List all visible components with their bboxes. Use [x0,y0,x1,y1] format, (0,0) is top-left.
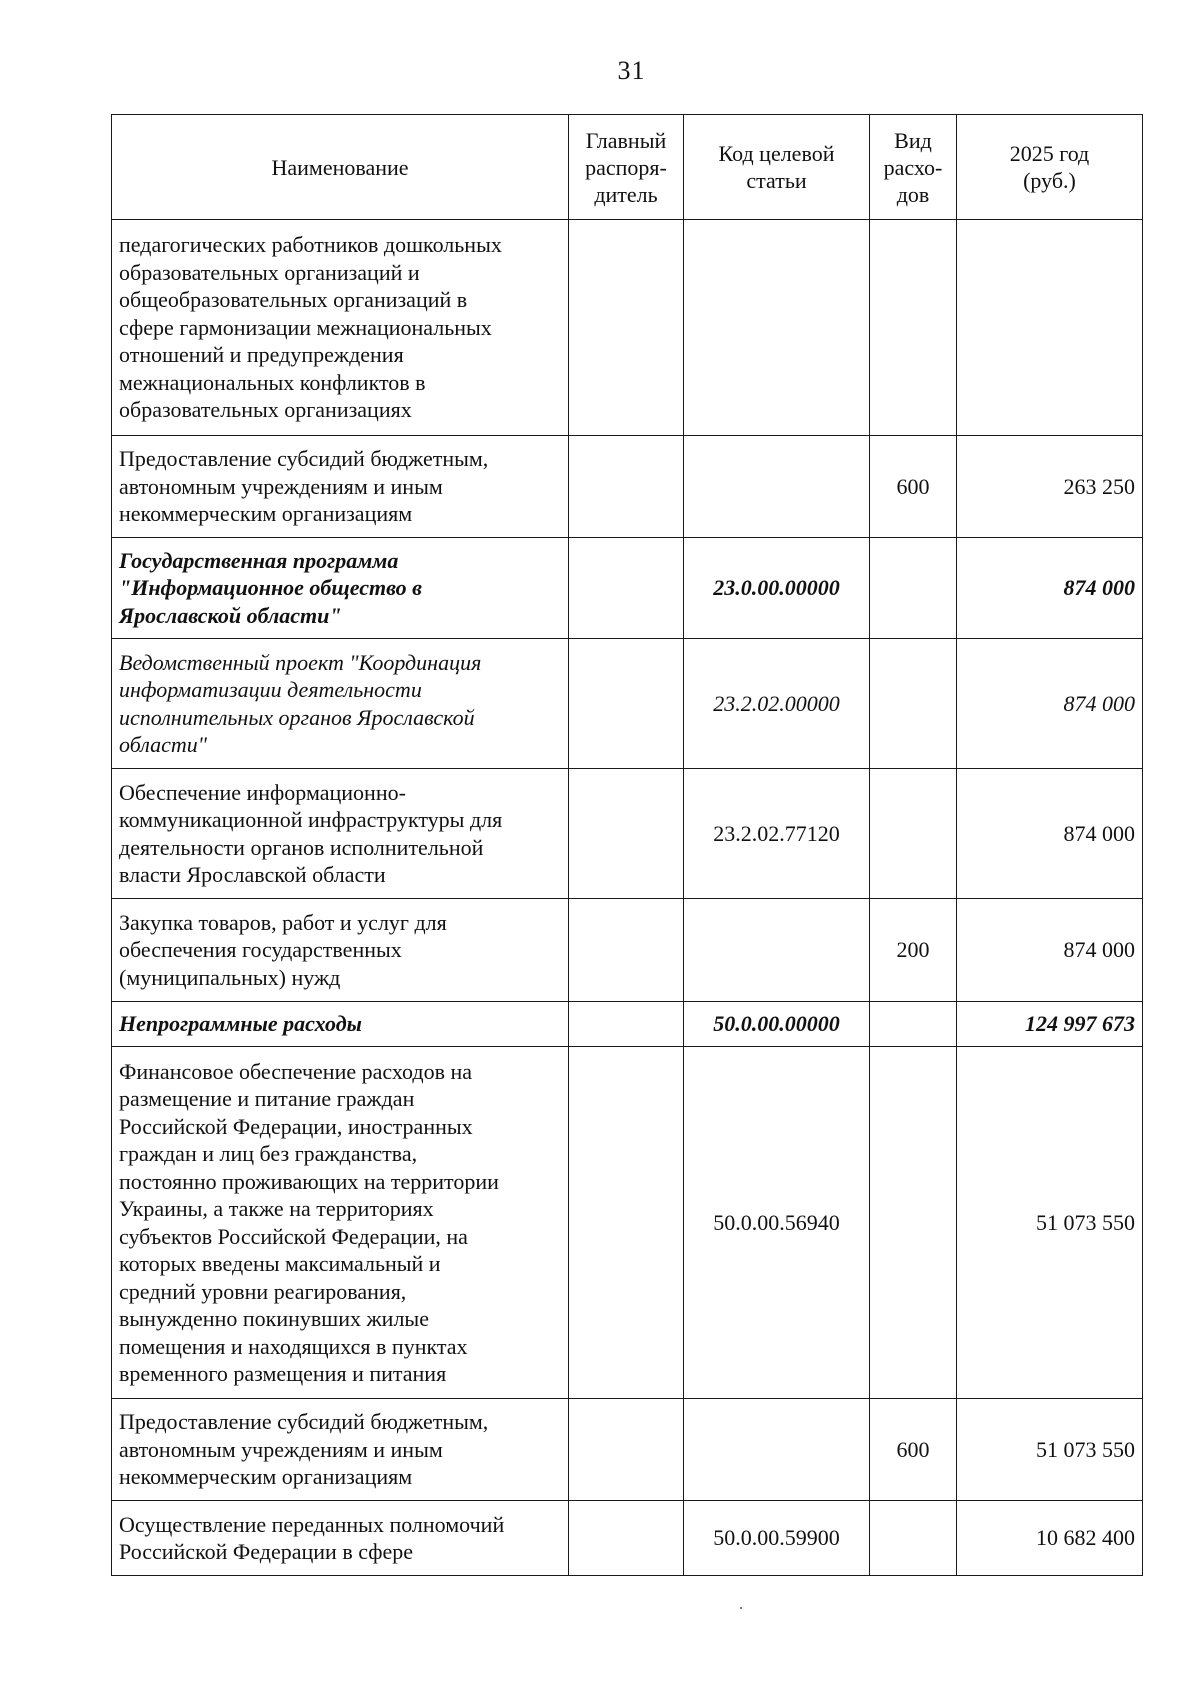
row-type [870,639,957,769]
row-type [870,769,957,899]
row-admin [569,1501,684,1576]
row-code: 23.2.02.00000 [684,639,870,769]
row-type: 200 [870,899,957,1002]
row-name: Предоставление субсидий бюджетным, автономным учреждениям и иным некоммерческим организациям [112,1399,569,1501]
header-type: Вид расхо- дов [870,115,957,220]
header-name: Наименование [112,115,569,220]
row-admin [569,1047,684,1399]
row-amount: 263 250 [957,436,1143,538]
row-admin [569,220,684,436]
row-admin [569,1399,684,1501]
row-name: Закупка товаров, работ и услуг для обеспечения государственных (муниципальных) нужд [112,899,569,1002]
table-row [112,1047,1143,1399]
table-row [112,769,1143,899]
row-code [684,436,870,538]
row-admin [569,1002,684,1047]
row-name: Предоставление субсидий бюджетным, автономным учреждениям и иным некоммерческим организациям [112,436,569,538]
row-amount: 51 073 550 [957,1399,1143,1501]
row-name: Финансовое обеспечение расходов на размещение и питание граждан Российской Федерации, иностранных граждан и лиц без гражданства, постоянно проживающих на территории Украины, а также на территориях субъектов Российской Федерации, на которых введены максимальный и средний уровни реагирования, вынужденно покинувших жилые помещения и находящихся в пунктах временного размещения и питания [112,1047,569,1399]
row-amount: 874 000 [957,538,1143,639]
table-row [112,639,1143,769]
row-admin [569,436,684,538]
row-amount: 124 997 673 [957,1002,1143,1047]
row-admin [569,769,684,899]
table-header-row [112,115,1143,220]
row-amount: 874 000 [957,769,1143,899]
row-code: 23.0.00.00000 [684,538,870,639]
table-row [112,436,1143,538]
row-type [870,538,957,639]
row-name: Ведомственный проект "Координация информатизации деятельности исполнительных органов Ярославской области" [112,639,569,769]
row-code: 50.0.00.00000 [684,1002,870,1047]
row-admin [569,639,684,769]
row-name: педагогических работников дошкольных образовательных организаций и общеобразовательных организаций в сфере гармонизации межнациональных отношений и предупреждения межнациональных конфликтов в образовательных организациях [112,220,569,436]
row-type [870,220,957,436]
table-row [112,1002,1143,1047]
row-code: 50.0.00.56940 [684,1047,870,1399]
row-admin [569,899,684,1002]
header-code: Код целевой статьи [684,115,870,220]
page-number: 31 [617,56,646,85]
row-type [870,1501,957,1576]
row-name: Обеспечение информационно- коммуникационной инфраструктуры для деятельности органов исполнительной власти Ярославской области [112,769,569,899]
header-amount: 2025 год (руб.) [957,115,1143,220]
table-row [112,220,1143,436]
row-name: Осуществление переданных полномочий Российской Федерации в сфере [112,1501,569,1576]
scan-speck [740,1607,742,1609]
row-amount [957,220,1143,436]
row-type [870,1047,957,1399]
row-type [870,1002,957,1047]
row-amount: 10 682 400 [957,1501,1143,1576]
row-code [684,220,870,436]
table-row [112,1501,1143,1576]
row-code: 50.0.00.59900 [684,1501,870,1576]
table-row [112,899,1143,1002]
row-code [684,1399,870,1501]
table-row [112,538,1143,639]
row-type: 600 [870,436,957,538]
row-name: Непрограммные расходы [112,1002,569,1047]
row-name: Государственная программа "Информационное общество в Ярославской области" [112,538,569,639]
row-code [684,899,870,1002]
row-type: 600 [870,1399,957,1501]
budget-table [111,114,1143,1576]
header-admin: Главный распоря- дитель [569,115,684,220]
table-row [112,1399,1143,1501]
row-amount: 874 000 [957,899,1143,1002]
row-admin [569,538,684,639]
row-code: 23.2.02.77120 [684,769,870,899]
row-amount: 874 000 [957,639,1143,769]
row-amount: 51 073 550 [957,1047,1143,1399]
